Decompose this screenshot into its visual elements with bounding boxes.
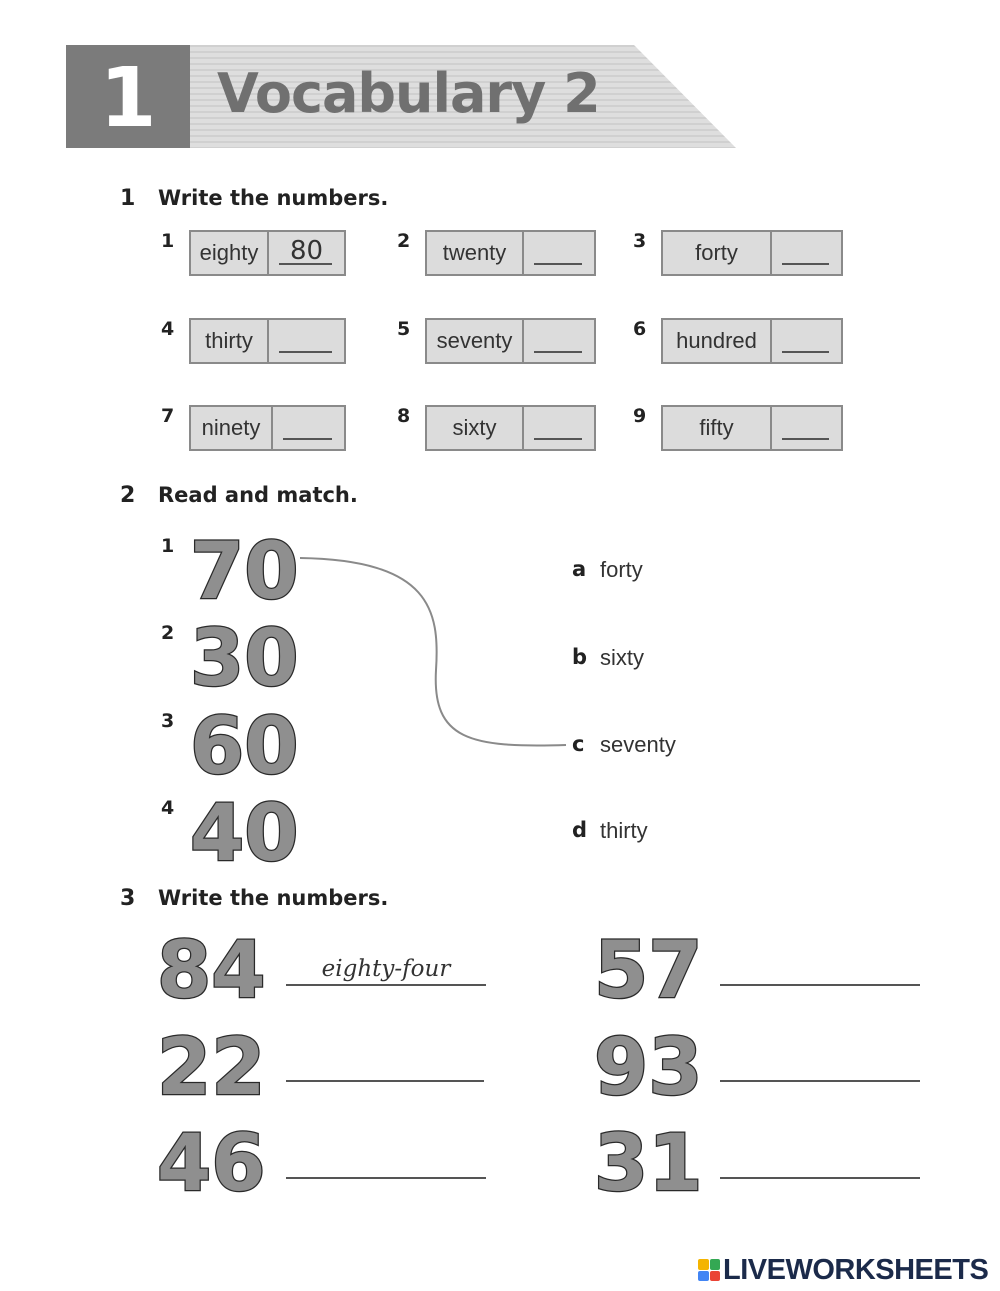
ex1-word: sixty	[427, 407, 524, 449]
ex1-item-number: 3	[633, 230, 647, 252]
exercise-2-instruction: Read and match.	[158, 483, 358, 507]
page-title: Vocabulary 2	[217, 62, 600, 125]
liveworksheets-logo-icon	[698, 1259, 720, 1281]
svg-text:30: 30	[190, 614, 299, 704]
ex2-item-number: 2	[161, 622, 175, 644]
ex1-item-number: 4	[161, 318, 175, 340]
liveworksheets-logo	[698, 1255, 988, 1285]
logo-text: LIVEWORKSHEETS	[723, 1253, 989, 1286]
svg-text:22: 22	[157, 1023, 266, 1113]
ex2-item-number: 4	[161, 797, 175, 819]
ex1-word: twenty	[427, 232, 524, 274]
svg-text:31: 31	[594, 1119, 703, 1209]
exercise-3-instruction: Write the numbers.	[158, 886, 389, 910]
ex1-item-number: 1	[161, 230, 175, 252]
unit-number: 1	[99, 51, 157, 146]
ex3-big-number	[155, 1023, 275, 1113]
ex2-letter: a	[572, 557, 587, 581]
ex1-word: seventy	[427, 320, 524, 362]
ex2-letter: d	[572, 818, 588, 842]
ex2-item-number: 1	[161, 535, 175, 557]
exercise-1-number: 1	[120, 186, 136, 211]
ex3-big-number	[592, 926, 712, 1016]
ex1-item-number: 8	[397, 405, 411, 427]
ex2-word: thirty	[600, 818, 648, 843]
ex3-big-number	[592, 1119, 712, 1209]
svg-text:93: 93	[594, 1023, 703, 1113]
ex2-letter: b	[572, 645, 588, 669]
svg-text:70: 70	[190, 527, 299, 617]
ex1-item-number: 5	[397, 318, 411, 340]
ex2-item-number: 3	[161, 710, 175, 732]
ex3-answer-line[interactable]	[720, 1080, 920, 1082]
ex2-word: forty	[600, 557, 643, 582]
ex3-answer-line[interactable]	[720, 984, 920, 986]
ex3-answer-line[interactable]	[286, 984, 486, 986]
ex1-word: hundred	[663, 320, 772, 362]
ex1-item-number: 7	[161, 405, 175, 427]
ex1-word: forty	[663, 232, 772, 274]
ex2-word: sixty	[600, 645, 644, 670]
svg-text:46: 46	[157, 1119, 266, 1209]
ex1-word: thirty	[191, 320, 269, 362]
ex3-big-number	[155, 1119, 275, 1209]
ex1-item-number: 6	[633, 318, 647, 340]
ex3-answer-value: eighty-four	[321, 956, 451, 982]
svg-text:57: 57	[594, 926, 703, 1016]
ex2-letter: c	[572, 732, 585, 756]
ex3-answer-line[interactable]	[720, 1177, 920, 1179]
ex2-word: seventy	[600, 732, 676, 757]
ex1-word: ninety	[191, 407, 273, 449]
ex3-answer-line[interactable]	[286, 1080, 484, 1082]
exercise-2-number: 2	[120, 483, 136, 508]
ex1-item-number: 9	[633, 405, 647, 427]
ex3-answer-line[interactable]	[286, 1177, 486, 1179]
ex1-word: eighty	[191, 232, 269, 274]
svg-text:84: 84	[157, 926, 266, 1016]
ex1-answer-value: 80	[289, 236, 324, 266]
ex3-big-number	[155, 926, 275, 1016]
ex3-big-number	[592, 1023, 712, 1113]
exercise-3-number: 3	[120, 886, 136, 911]
svg-text:40: 40	[190, 789, 299, 879]
svg-text:60: 60	[190, 702, 299, 792]
ex1-item-number: 2	[397, 230, 411, 252]
exercise-1-instruction: Write the numbers.	[158, 186, 389, 210]
ex1-word: fifty	[663, 407, 772, 449]
